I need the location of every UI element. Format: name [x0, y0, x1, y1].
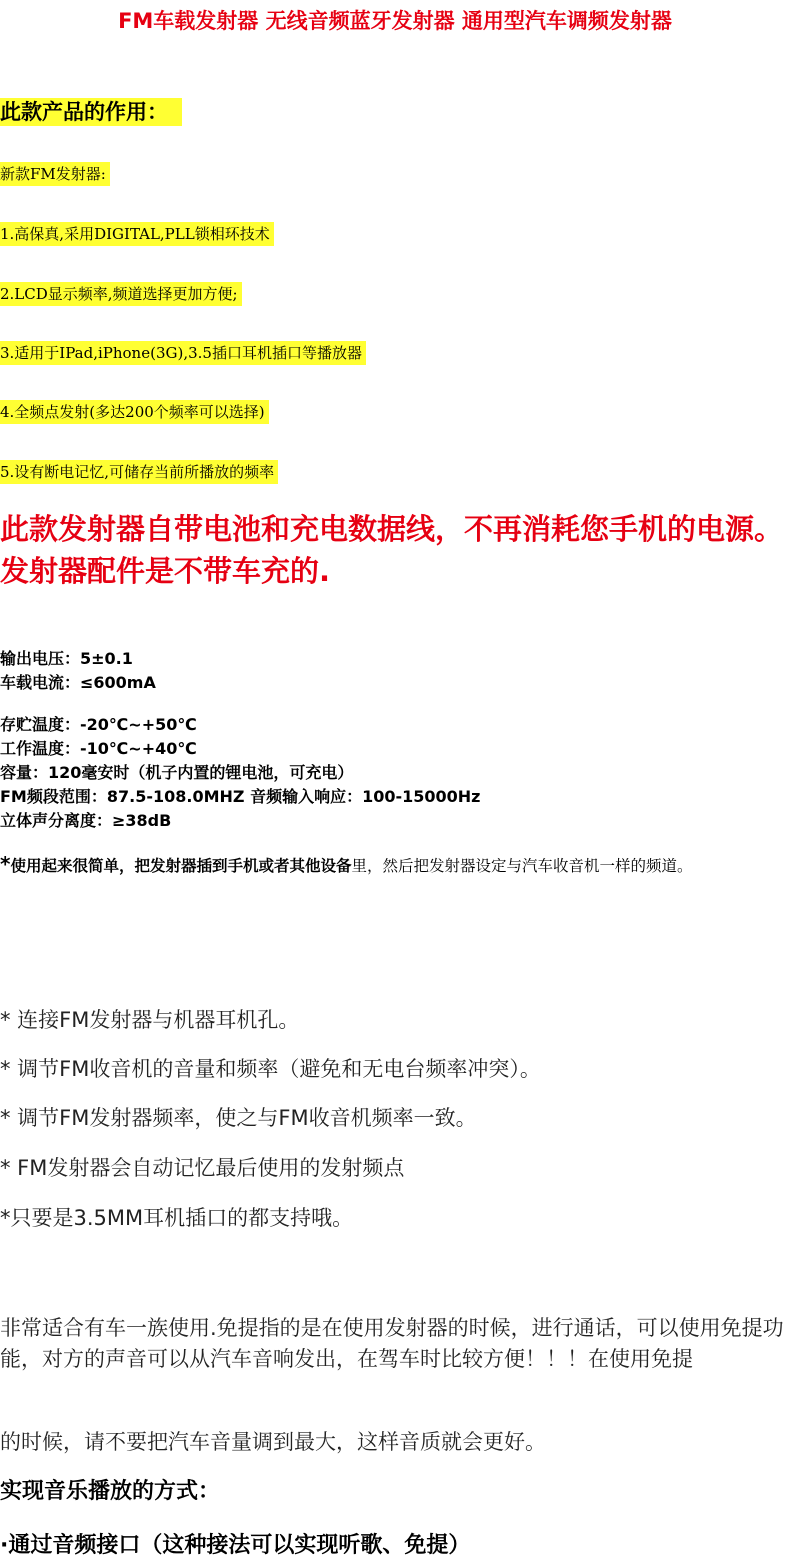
- usage-step: * 调节FM收音机的音量和频率（避免和无电台频率冲突）。: [0, 1057, 541, 1081]
- feature-item: 新款FM发射器:: [0, 162, 110, 186]
- spec-line: 车载电流：≤600mA: [0, 673, 156, 692]
- feature-item: 2.LCD显示频率,频道选择更加方便;: [0, 282, 242, 306]
- usage-star: *: [0, 852, 11, 876]
- spec-line: 工作温度：-10℃~+40℃: [0, 739, 197, 758]
- handsfree-paragraph: 非常适合有车一族使用.免提指的是在使用发射器的时候，进行通话，可以使用免提功能，对方的声音可以从汽车音响发出，在驾车时比较方便！！！在使用免提: [0, 1316, 784, 1371]
- spec-line: 立体声分离度：≥38dB: [0, 811, 172, 830]
- feature-item: 3.适用于IPad,iPhone(3G),3.5插口耳机插口等播放器: [0, 341, 366, 365]
- music-heading: 实现音乐播放的方式：: [0, 1479, 221, 1504]
- usage-step: *只要是3.5MM耳机插口的都支持哦。: [0, 1206, 354, 1230]
- usage-description: [0, 852, 790, 879]
- usage-step: * 连接FM发射器与机器耳机孔。: [0, 1008, 300, 1032]
- usage-text: 里，然后把发射器设定与汽车收音机一样的频道。: [351, 857, 693, 875]
- feature-item: 4.全频点发射(多达200个频率可以选择): [0, 400, 269, 424]
- page-title: FM车载发射器 无线音频蓝牙发射器 通用型汽车调频发射器: [118, 9, 672, 33]
- usage-step: * FM发射器会自动记忆最后使用的发射频点: [0, 1156, 405, 1180]
- usage-text-bold: 使用起来很简单，把发射器插到手机或者其他设备: [10, 857, 352, 875]
- spec-line: 容量：120毫安时（机子内置的锂电池，可充电）: [0, 763, 354, 782]
- spec-line: 存贮温度：-20℃~+50℃: [0, 715, 197, 734]
- usage-step: * 调节FM发射器频率，使之与FM收音机频率一致。: [0, 1106, 477, 1130]
- feature-item: 1.高保真,采用DIGITAL,PLL锁相环技术: [0, 222, 274, 246]
- function-heading: 此款产品的作用：: [0, 98, 182, 126]
- feature-item: 5.设有断电记忆,可储存当前所播放的频率: [0, 460, 278, 484]
- handsfree-paragraph-continued: 的时候，请不要把汽车音量调到最大，这样音质就会更好。: [0, 1430, 546, 1454]
- spec-line: FM频段范围：87.5-108.0MHZ 音频输入响应：100-15000Hz: [0, 787, 481, 806]
- spec-line: 输出电压：5±0.1: [0, 649, 133, 668]
- cut-off-line: ·通过音频接口（这种接法可以实现听歌、免提）: [0, 1533, 471, 1558]
- battery-note: 此款发射器自带电池和充电数据线，不再消耗您手机的电源。发射器配件是不带车充的.: [0, 512, 784, 588]
